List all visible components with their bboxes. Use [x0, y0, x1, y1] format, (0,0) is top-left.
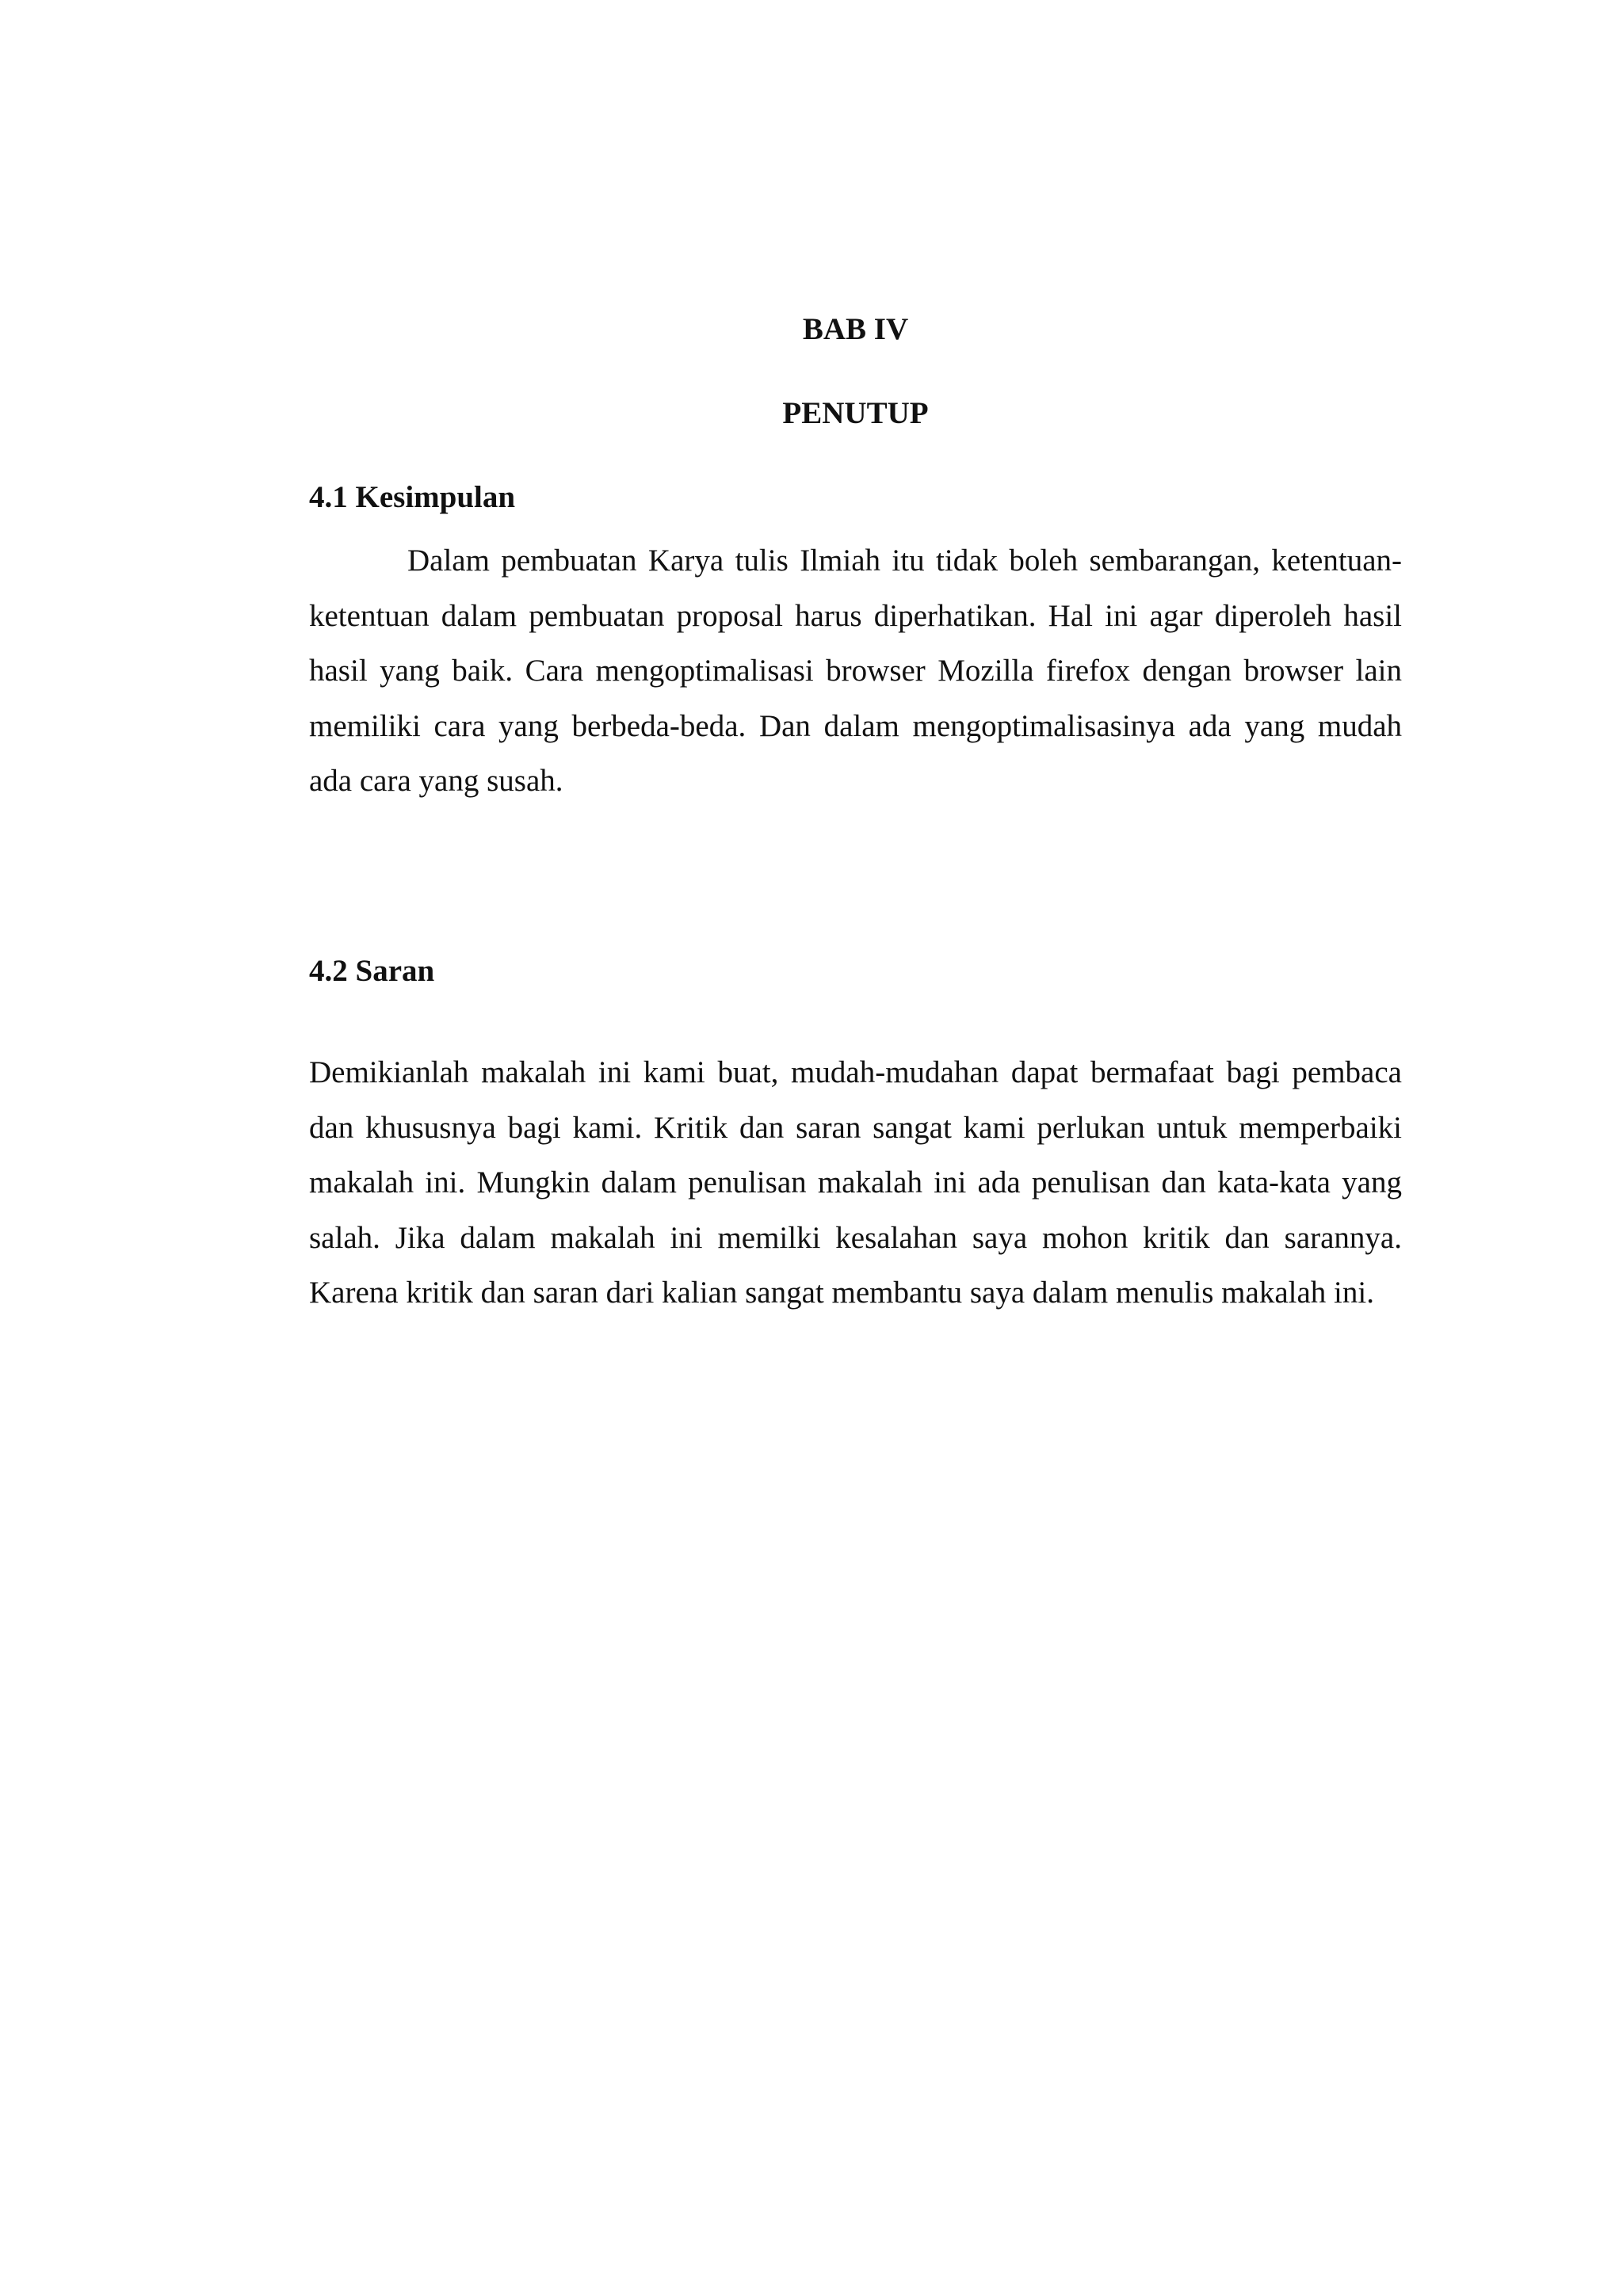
section-heading-saran: 4.2 Saran: [309, 954, 435, 988]
paragraph-saran: Demikianlah makalah ini kami buat, mudah-mudahan dapat bermafaat bagi pembaca dan khususnya bagi kami. Kritik dan saran sangat kami perlukan untuk memperbaiki makalah ini. Mungkin dalam penulisan makalah ini ada penulisan dan kata-kata yang salah. Jika dalam makalah ini memilki kesalahan saya mohon kritik dan sarannya. Karena kritik dan saran dari kalian sangat membantu saya dalam menulis makalah ini.: [309, 1055, 1402, 1310]
chapter-title: PENUTUP: [782, 396, 929, 430]
chapter-number: BAB IV: [802, 312, 909, 346]
section-heading-kesimpulan: 4.1 Kesimpulan: [309, 480, 516, 514]
paragraph-kesimpulan: Dalam pembuatan Karya tulis Ilmiah itu tidak boleh sembarangan, ketentuan-ketentuan dalam pembuatan proposal harus diperhatikan. Hal ini agar diperoleh hasil hasil yang baik. Cara mengoptimalisasi browser Mozilla firefox dengan browser lain memiliki cara yang berbeda-beda. Dan dalam mengoptimalisasinya ada yang mudah ada cara yang susah.: [309, 543, 1402, 798]
